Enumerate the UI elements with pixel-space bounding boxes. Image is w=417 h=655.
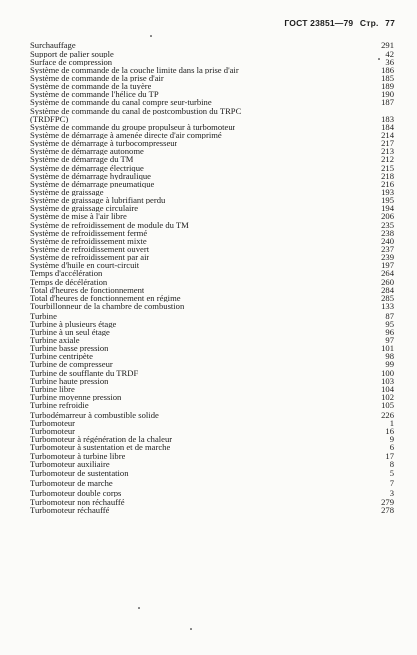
page-number: 77 (385, 18, 395, 28)
index-entry (30, 427, 394, 435)
entry-number: 3 (389, 487, 394, 498)
entry-term: Système de commande de la tuyère (30, 82, 152, 91)
index-entry (30, 245, 394, 253)
entry-term: Turbodémarreur à combustible solide (30, 410, 159, 419)
index-entry (30, 393, 394, 401)
entry-number: 16 (385, 426, 394, 437)
entry-number: 17 (385, 450, 394, 461)
index-entry (30, 212, 394, 220)
entry-number: 8 (389, 458, 394, 469)
index-entry (30, 107, 394, 115)
index-entry (30, 98, 394, 106)
entry-number: 184 (381, 121, 394, 132)
entry-number: 183 (381, 113, 394, 124)
index-entry (30, 66, 394, 74)
entry-number: 213 (381, 146, 394, 157)
index-entry (30, 385, 394, 393)
entry-term: Turbomoteur double corps (30, 488, 122, 497)
index-entry (30, 286, 394, 294)
index-entry (30, 229, 394, 237)
entry-number: 206 (381, 211, 394, 222)
scan-speck (150, 35, 152, 37)
entry-term: Système de refroidissement fermé (30, 228, 148, 237)
index-entry (30, 401, 394, 409)
index-list (30, 40, 394, 515)
index-entry (30, 123, 394, 131)
entry-term: Système d'huile en court-circuit (30, 261, 140, 270)
entry-term: Surface de compression (30, 57, 113, 66)
entry-term: Turbine libre (30, 384, 75, 394)
entry-number: 235 (381, 219, 394, 230)
index-entry (30, 336, 394, 344)
entry-number: 195 (381, 195, 394, 206)
entry-number: 102 (381, 392, 394, 403)
entry-number: 194 (381, 203, 394, 214)
entry-term: Turbomoteur de marche (30, 478, 113, 488)
entry-term: Système de commande du groupe propulseur à turbomoteur (30, 122, 236, 132)
index-entry (30, 115, 394, 123)
entry-number: 193 (381, 187, 394, 198)
entry-number: 190 (381, 89, 394, 100)
entry-term: Système de commande de la prise d'air (30, 74, 164, 83)
scan-speck (190, 628, 192, 630)
entry-number: 133 (381, 300, 394, 311)
index-entry (30, 131, 394, 139)
entry-number: 216 (381, 178, 394, 189)
index-entry (30, 294, 394, 302)
index-entry (30, 479, 394, 487)
index-entry (30, 204, 394, 212)
entry-number: 101 (381, 343, 394, 354)
standard-code: ГОСТ 23851—79 (284, 18, 354, 28)
index-entry (30, 443, 394, 451)
entry-term: Système de démarrage hydraulique (30, 171, 151, 180)
index-entry (30, 42, 394, 50)
index-entry (30, 74, 394, 82)
entry-term: Tourbillonneur de la chambre de combustion (30, 301, 185, 311)
entry-term: Turbomoteur de sustentation (30, 469, 129, 478)
entry-term: Turbomoteur à turbine libre (30, 451, 126, 460)
entry-term: Turbomoteur non réchauffé (30, 498, 125, 507)
entry-term: Turbine centripète (30, 352, 93, 361)
entry-number: 197 (381, 260, 394, 271)
entry-number: 264 (381, 268, 394, 279)
entry-term: Turbomoteur auxiliaire (30, 459, 110, 468)
index-entry (30, 155, 394, 163)
entry-number: 6 (389, 442, 394, 453)
entry-number: 212 (381, 154, 394, 165)
entry-term: Système de graissage à lubrifiant perdu (30, 196, 166, 205)
index-entry (30, 90, 394, 98)
index-entry (30, 278, 394, 286)
entry-term: Total d'heures de fonctionnement en régime (30, 293, 181, 302)
entry-number: 238 (381, 227, 394, 238)
index-entry (30, 498, 394, 506)
entry-number: 260 (381, 276, 394, 287)
entry-term: Système de refroidissement mixte (30, 236, 147, 246)
index-entry (30, 147, 394, 155)
entry-term: Système de démarrage électrique (30, 163, 144, 172)
entry-number: 187 (381, 97, 394, 108)
entry-number: 95 (385, 318, 394, 329)
entry-number: 291 (381, 40, 394, 51)
entry-number: 104 (381, 383, 394, 394)
index-entry (30, 312, 394, 320)
entry-term: Surchauffage (30, 41, 76, 50)
index-entry (30, 360, 394, 368)
entry-term: Turbomoteur réchauffé (30, 506, 110, 515)
index-entry (30, 269, 394, 277)
entry-number: 36 (385, 56, 394, 67)
index-entry (30, 221, 394, 229)
index-entry (30, 302, 394, 310)
entry-term: Total d'heures de fonctionnement (30, 285, 145, 294)
entry-term: Turbine axiale (30, 336, 80, 345)
entry-number: 96 (385, 326, 394, 337)
index-entry (30, 369, 394, 377)
index-entry (30, 506, 394, 514)
scan-speck (378, 58, 380, 60)
entry-number: 285 (381, 292, 394, 303)
entry-term: Système de démarrage du TM (30, 155, 134, 164)
index-entry (30, 435, 394, 443)
index-entry (30, 469, 394, 477)
index-entry (30, 352, 394, 360)
index-entry (30, 411, 394, 419)
index-entry (30, 328, 394, 336)
index-entry (30, 460, 394, 468)
entry-number: 189 (381, 81, 394, 92)
index-entry (30, 320, 394, 328)
entry-term: Système de commande du canal compre seur-turbine (30, 98, 212, 107)
entry-term: Turbine haute pression (30, 376, 109, 385)
entry-number: 217 (381, 138, 394, 149)
page-header (280, 18, 395, 28)
index-entry (30, 58, 394, 66)
entry-term: Système de graissage circulaire (30, 204, 139, 213)
entry-number: 226 (381, 409, 394, 420)
entry-number: 284 (381, 284, 394, 295)
entry-number: 240 (381, 235, 394, 246)
entry-number: 105 (381, 400, 394, 411)
entry-term: Système de démarrage à amenée directe d'air comprimé (30, 131, 222, 140)
index-entry (30, 253, 394, 261)
entry-number: 100 (381, 367, 394, 378)
entry-number: 185 (381, 73, 394, 84)
entry-term: Système de démarrage à turbocompresseur (30, 139, 178, 148)
entry-term: Temps de décélération (30, 277, 108, 286)
index-entry (30, 237, 394, 245)
entry-number: 42 (385, 48, 394, 59)
index-entry (30, 180, 394, 188)
entry-number: 186 (381, 64, 394, 75)
entry-number: 214 (381, 130, 394, 141)
entry-term: Turbine de compresseur (30, 360, 113, 369)
entry-term: Système de démarrage pneumatique (30, 179, 155, 189)
index-entry (30, 172, 394, 180)
entry-term: Système de graissage (30, 188, 104, 197)
entry-number: 237 (381, 244, 394, 254)
entry-number: 5 (389, 468, 394, 479)
entry-number: 215 (381, 162, 394, 173)
entry-number: 239 (381, 252, 394, 263)
entry-term: Turbine à un seul étage (30, 327, 110, 337)
entry-number: 1 (389, 417, 394, 428)
entry-term: Système de démarrage autonome (30, 147, 144, 156)
entry-term: Turbine à plusieurs étage (30, 319, 117, 328)
entry-number: 103 (381, 375, 394, 386)
entry-term: Turbine (30, 311, 57, 320)
entry-number: 97 (385, 335, 394, 346)
index-entry (30, 452, 394, 460)
entry-term: Turbine refroidie (30, 401, 89, 410)
index-entry (30, 196, 394, 204)
scan-speck (138, 607, 140, 609)
entry-term: Turbine moyenne pression (30, 393, 122, 402)
index-entry (30, 377, 394, 385)
entry-term: Système de commande du canal de postcombustion du TRPC (30, 106, 242, 115)
index-entry (30, 489, 394, 497)
entry-number: 9 (389, 434, 394, 445)
page-label: Стр. (359, 18, 379, 28)
index-entry (30, 164, 394, 172)
entry-term: Turbomoteur à sustentation et de marche (30, 443, 171, 452)
entry-term: Système de commande de la couche limite dans la prise d'air (30, 65, 239, 75)
entry-term: Turbomoteur (30, 418, 76, 428)
index-entry (30, 188, 394, 196)
index-entry (30, 139, 394, 147)
entry-term: Turbine de soufflante du TRDF (30, 368, 139, 377)
index-entry (30, 344, 394, 352)
entry-number: 7 (389, 477, 394, 488)
entry-number: 87 (385, 310, 394, 321)
index-entry (30, 419, 394, 427)
index-entry (30, 50, 394, 58)
entry-number: 279 (381, 497, 394, 508)
entry-term: Système de mise à l'air libre (30, 212, 127, 221)
entry-term: Support de palier souple (30, 49, 114, 58)
entry-term: Système de refroidissement ouvert (30, 245, 150, 254)
entry-number: 278 (381, 505, 394, 516)
entry-term: Système de refroidissement par air (30, 253, 150, 262)
entry-term: Turbine basse pression (30, 344, 109, 353)
entry-term: Turbomoteur à régénération de la chaleur (30, 435, 173, 444)
entry-number: 218 (381, 170, 394, 181)
entry-term: Système de commande l'hélice du TP (30, 90, 159, 99)
entry-term: Temps d'accélération (30, 269, 103, 278)
index-entry (30, 261, 394, 269)
entry-term: Turbomoteur (30, 427, 76, 436)
entry-term: Système de refroidissement de module du TM (30, 220, 189, 229)
entry-number: 99 (385, 359, 394, 370)
entry-term: (TRDFPC) (30, 114, 69, 123)
index-entry (30, 82, 394, 90)
entry-number: 98 (385, 351, 394, 362)
